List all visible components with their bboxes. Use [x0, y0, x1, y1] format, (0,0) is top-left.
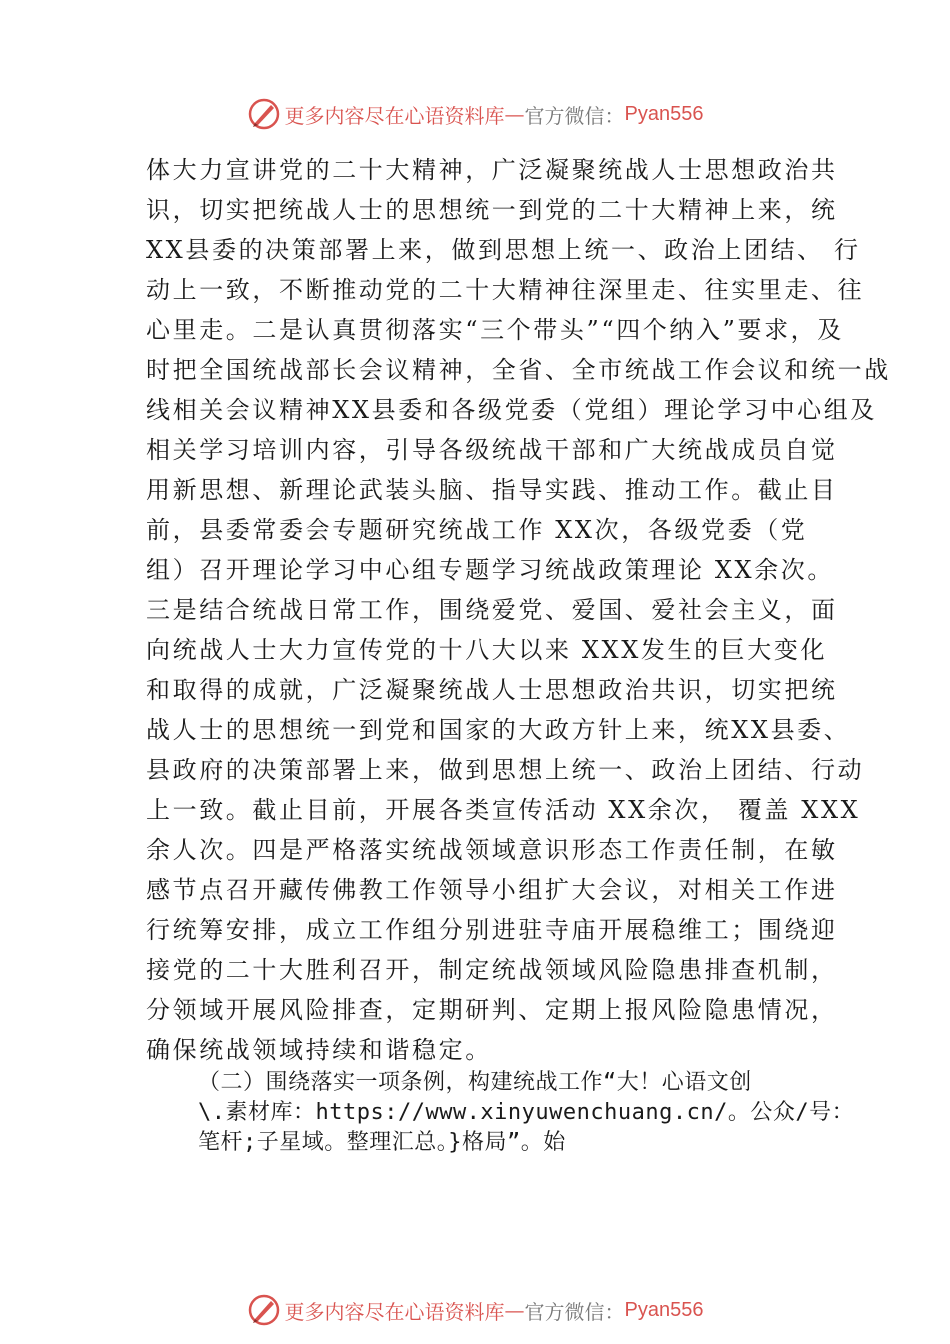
text-line: 接党的二十大胜利召开，制定统战领域风险隐患排查机制，	[146, 956, 838, 984]
watermark-wechat-label: 官方微信：	[524, 1299, 625, 1324]
pen-logo-icon	[247, 97, 281, 131]
watermark-dash: —	[504, 102, 525, 126]
text-line: 动上一致，不断推动党的二十大精神往深里走、往实里走、往	[146, 276, 865, 304]
text-line: 感节点召开藏传佛教工作领导小组扩大会议，对相关工作进	[146, 876, 838, 904]
text-line: 笔杆;子星域。整理汇总。}格局”。始	[198, 1130, 566, 1155]
text-line: 前，县委常委会专题研究统战工作 XX次，各级党委（党	[146, 516, 808, 544]
text-line: 县政府的决策部署上来，做到思想上统一、政治上团结、行动	[146, 756, 865, 784]
watermark-account: Pyan556	[624, 1298, 704, 1321]
text-line: 和取得的成就，广泛凝聚统战人士思想政治共识，切实把统	[146, 676, 838, 704]
text-line: 时把全国统战部长会议精神，全省、全市统战工作会议和统一战	[146, 356, 891, 384]
text-line: 行统筹安排，成立工作组分别进驻寺庙开展稳维工；围绕迎	[146, 916, 838, 944]
watermark-account: Pyan556	[624, 102, 704, 125]
text-line: 分领域开展风险排查，定期研判、定期上报风险隐患情况，	[146, 996, 838, 1024]
watermark-dash: —	[504, 1298, 525, 1322]
text-line: 确保统战领域持续和谐稳定。	[146, 1036, 492, 1064]
text-line: 上一致。截止目前，开展各类宣传活动 XX余次， 覆盖 XXX	[146, 796, 861, 824]
text-line: \.素材库：https://www.xinyuwenchuang.cn/。公众/号：	[198, 1100, 855, 1125]
text-line: 向统战人士大力宣传党的十八大以来 XXX发生的巨大变化	[146, 636, 828, 664]
watermark-footer	[0, 1290, 950, 1330]
pen-logo-icon	[247, 1293, 281, 1327]
text-line: 体大力宣讲党的二十大精神，广泛凝聚统战人士思想政治共	[146, 156, 838, 184]
text-line: 余人次。四是严格落实统战领域意识形态工作责任制，在敏	[146, 836, 838, 864]
text-line: 组）召开理论学习中心组专题学习统战政策理论 XX余次。	[146, 556, 834, 584]
watermark-title: 更多内容尽在心语资料库	[284, 103, 505, 128]
text-line: XX县委的决策部署上来，做到思想上统一、政治上团结、 行	[146, 236, 861, 264]
text-line: 三是结合统战日常工作，围绕爱党、爱国、爱社会主义，面	[146, 596, 838, 624]
watermark-title: 更多内容尽在心语资料库	[284, 1299, 505, 1324]
text-line: 战人士的思想统一到党和国家的大政方针上来，统XX县委、	[146, 716, 851, 744]
document-body	[146, 150, 891, 1070]
text-line: 线相关会议精神XX县委和各级党委（党组）理论学习中心组及	[146, 396, 877, 424]
text-line: 用新思想、新理论武装头脑、指导实践、推动工作。截止目	[146, 476, 838, 504]
watermark-header	[0, 94, 950, 134]
watermark-wechat-label: 官方微信：	[524, 103, 625, 128]
text-line: 相关学习培训内容，引导各级统战干部和广大统战成员自觉	[146, 436, 838, 464]
text-line: 心里走。二是认真贯彻落实“三个带头”“四个纳入”要求，及	[146, 316, 844, 344]
section-heading-block	[198, 1068, 855, 1158]
text-line: 识，切实把统战人士的思想统一到党的二十大精神上来，统	[146, 196, 838, 224]
text-line: （二）围绕落实一项条例，构建统战工作“大！心语文创	[198, 1070, 752, 1095]
